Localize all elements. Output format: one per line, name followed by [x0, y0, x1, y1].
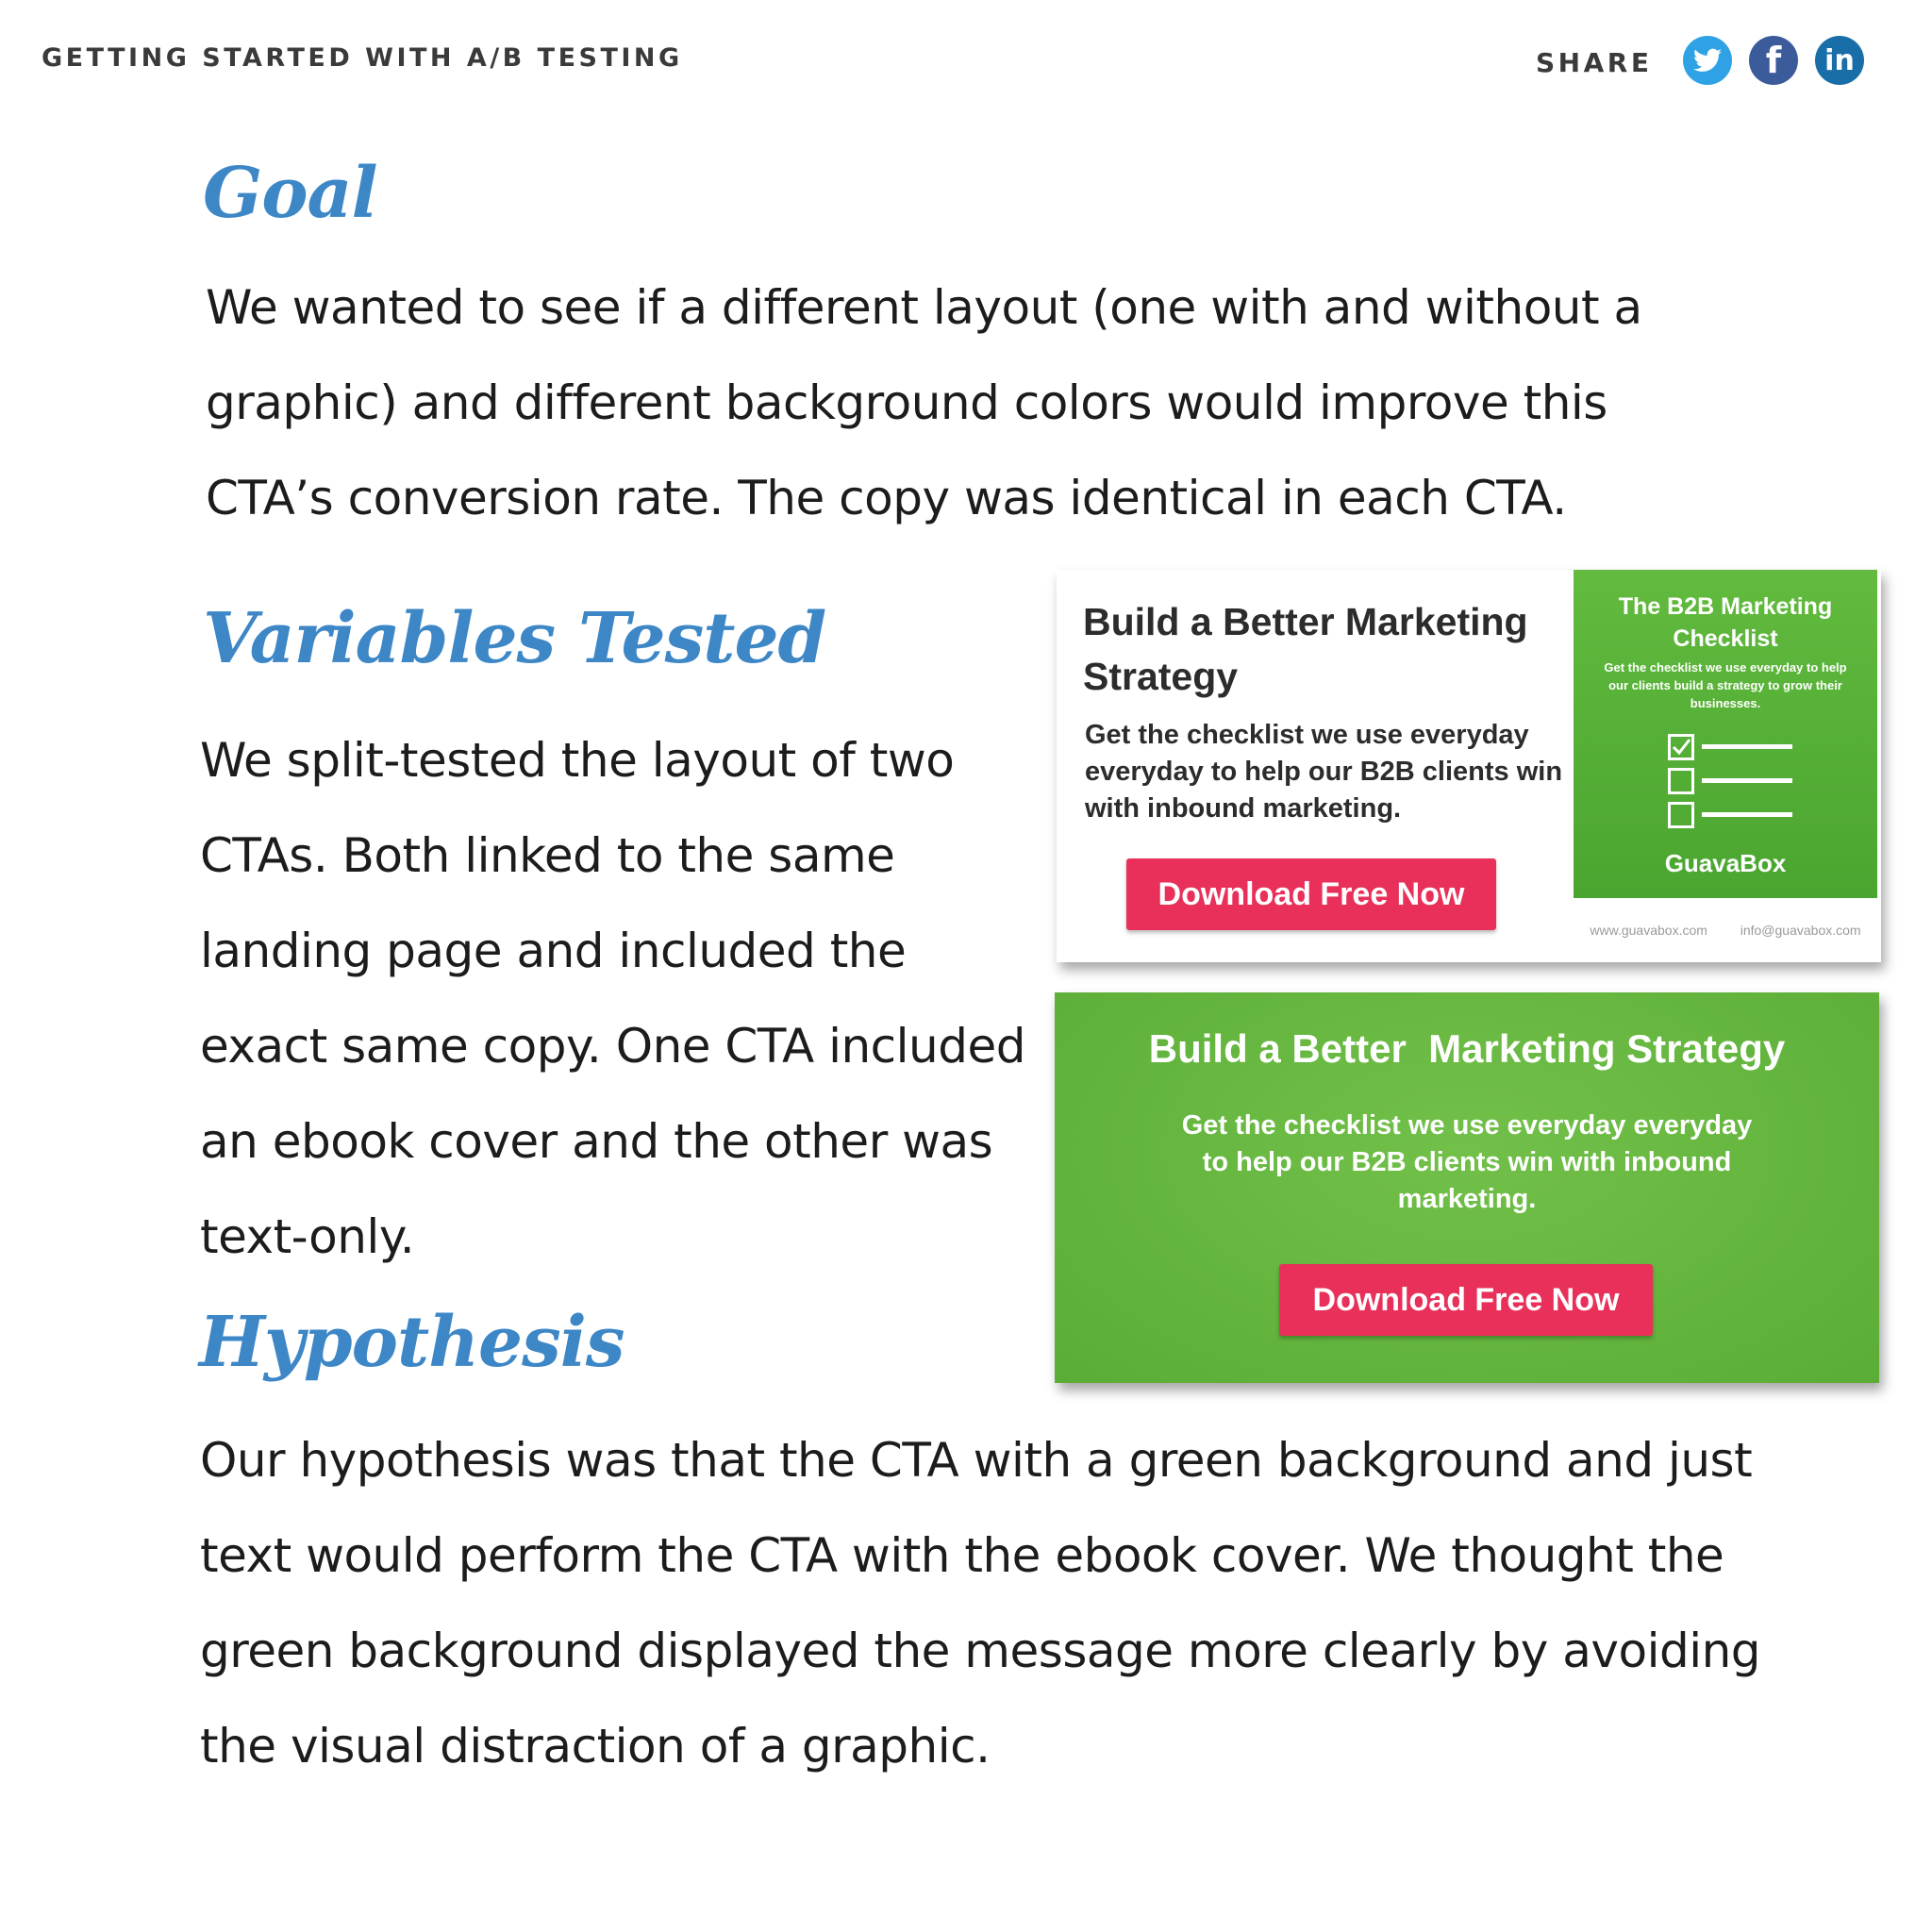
- footer-email: info@guavabox.com: [1740, 923, 1861, 938]
- checklist-line: [1702, 744, 1792, 749]
- cta-with-ebook: [1057, 570, 1881, 962]
- checklist-line: [1702, 778, 1792, 783]
- checkbox-icon: [1668, 768, 1694, 794]
- ebook-footer: [1574, 898, 1877, 962]
- cta-ebook-copy: Get the checklist we use everyday everyday to help our B2B clients win with inbound marketing.: [1085, 720, 1563, 824]
- cta-text-download-button[interactable]: Download Free Now: [1279, 1264, 1653, 1336]
- guavabox-logo: GuavaBox: [1664, 849, 1787, 877]
- footer-website: www.guavabox.com: [1590, 923, 1707, 938]
- twitter-icon[interactable]: [1683, 36, 1732, 85]
- checklist-line: [1702, 812, 1792, 817]
- goal-text: We wanted to see if a different layout (one with and without a graphic) and different background colors would improve this CTA’s conversion rate. The copy was identical in each CTA.: [206, 280, 1642, 525]
- cta-text-only: [1055, 992, 1879, 1383]
- variables-heading: Variables Tested: [203, 598, 826, 679]
- ebook-subtitle: Get the checklist we use everyday to help our clients build a strategy to grow their businesses.: [1604, 660, 1847, 710]
- hypothesis-heading: Hypothesis: [199, 1302, 625, 1383]
- checkbox-icon: [1668, 802, 1694, 828]
- facebook-icon[interactable]: f: [1749, 36, 1798, 85]
- linkedin-icon[interactable]: in: [1815, 36, 1864, 85]
- checkbox-checked-icon: [1668, 734, 1694, 760]
- cta-text-title: Build a Better Marketing Strategy: [1148, 1026, 1786, 1071]
- page-title: GETTING STARTED WITH A/B TESTING: [42, 43, 683, 73]
- cta-ebook-title: Build a Better Marketing Strategy: [1083, 600, 1528, 698]
- cta-ebook-download-button[interactable]: Download Free Now: [1126, 858, 1496, 930]
- variables-text: We split-tested the layout of two CTAs. Both linked to the same landing page and included the exact same copy. One CTA included an ebook cover and the other was text-only.: [200, 733, 1025, 1264]
- ebook-cover: [1574, 570, 1877, 898]
- goal-heading: Goal: [203, 153, 377, 234]
- ebook-title: The B2B Marketing Checklist: [1618, 593, 1833, 652]
- hypothesis-text: Our hypothesis was that the CTA with a green background and just text would perform the CTA with the ebook cover. We thought the green background displayed the message more clearly by avoiding the visual distraction of a graphic.: [200, 1433, 1761, 1774]
- share-label: SHARE: [1536, 47, 1653, 78]
- cta-text-copy: Get the checklist we use everyday everyday to help our B2B clients win with inbound marketing.: [1181, 1110, 1753, 1214]
